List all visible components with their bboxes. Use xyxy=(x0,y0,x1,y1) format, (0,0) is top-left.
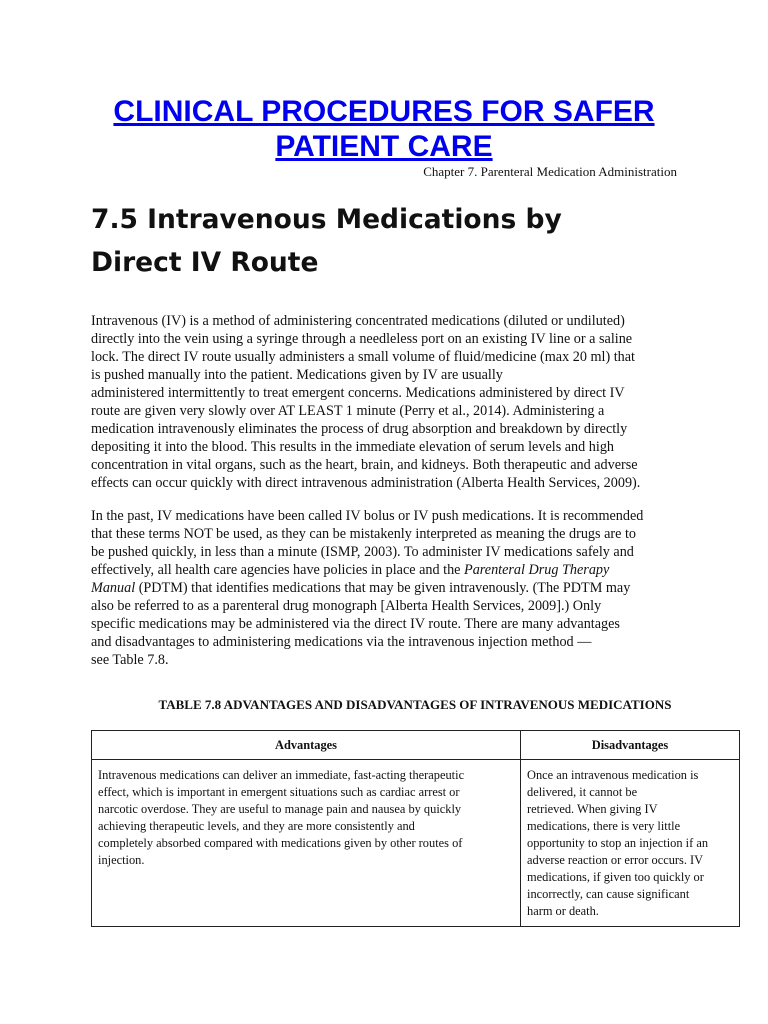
table-row xyxy=(92,760,740,927)
table-header-row xyxy=(92,731,740,760)
paragraph-text: effectively, all health care agencies have policies in place and the xyxy=(91,562,465,578)
cell-line: achieving therapeutic levels, and they are more consistently and xyxy=(98,819,415,833)
intro-paragraph xyxy=(91,312,691,492)
paragraph-line: lock. The direct IV route usually administers a small volume of fluid/medicine (max 20 ml) that xyxy=(91,349,635,365)
paragraph-line xyxy=(91,579,691,597)
cell-line: medications, if given too quickly or xyxy=(527,870,704,884)
cell-line: incorrectly, can cause significant xyxy=(527,887,690,901)
paragraph-line: administered intermittently to treat emergent concerns. Medications administered by direct IV xyxy=(91,385,625,401)
cell-line: completely absorbed compared with medications given by other routes of xyxy=(98,836,463,850)
book-title-line-2: PATIENT CARE xyxy=(275,130,493,163)
book-title-link[interactable] xyxy=(0,94,768,164)
cell-line: injection. xyxy=(98,853,145,867)
advantages-table xyxy=(91,730,740,927)
cell-line: delivered, it cannot be xyxy=(527,785,638,799)
cell-line: adverse reaction or error occurs. IV xyxy=(527,853,704,867)
paragraph-line: that these terms NOT be used, as they can be mistakenly interpreted as meaning the drugs are to xyxy=(91,526,636,542)
paragraph-line: depositing it into the blood. This results in the immediate elevation of serum levels and high xyxy=(91,439,615,455)
paragraph-line: route are given very slowly over AT LEAST 1 minute (Perry et al., 2014). Administering a xyxy=(91,403,605,419)
section-title xyxy=(91,198,691,284)
section-title-line-2: Direct IV Route xyxy=(91,247,319,278)
cell-line: opportunity to stop an injection if an xyxy=(527,836,709,850)
disadvantages-header: Disadvantages xyxy=(521,731,740,760)
paragraph-line: specific medications may be administered via the direct IV route. There are many advantages xyxy=(91,616,620,632)
paragraph-line: medication intravenously eliminates the process of drug absorption and breakdown by directly xyxy=(91,421,628,437)
pdtm-title-italic: Manual xyxy=(91,580,136,596)
cell-line: Once an intravenous medication is xyxy=(527,768,699,782)
disadvantages-cell xyxy=(521,760,740,927)
history-paragraph xyxy=(91,507,691,669)
paragraph-line: is pushed manually into the patient. Medications given by IV are usually xyxy=(91,367,503,383)
paragraph-line xyxy=(91,561,691,579)
paragraph-text: (PDTM) that identifies medications that may be given intravenously. (The PDTM may xyxy=(135,580,631,596)
paragraph-line: see Table 7.8. xyxy=(91,652,169,668)
paragraph-line: effects can occur quickly with direct intravenous administration (Alberta Health Services, 2009). xyxy=(91,475,641,491)
paragraph-line: directly into the vein using a syringe through a needleless port on an existing IV line or a saline xyxy=(91,331,633,347)
cell-line: Intravenous medications can deliver an immediate, fast-acting therapeutic xyxy=(98,768,465,782)
paragraph-line: Intravenous (IV) is a method of administering concentrated medications (diluted or undiluted) xyxy=(91,313,625,329)
cell-line: effect, which is important in emergent situations such as cardiac arrest or xyxy=(98,785,460,799)
cell-line: harm or death. xyxy=(527,904,599,918)
advantages-header: Advantages xyxy=(92,731,521,760)
paragraph-line: and disadvantages to administering medications via the intravenous injection method — xyxy=(91,634,592,650)
table-caption: TABLE 7.8 ADVANTAGES AND DISADVANTAGES OF INTRAVENOUS MEDICATIONS xyxy=(158,697,672,712)
paragraph-line: In the past, IV medications have been called IV bolus or IV push medications. It is recommended xyxy=(91,508,644,524)
chapter-label: Chapter 7. Parenteral Medication Administration xyxy=(423,164,677,179)
paragraph-line: concentration in vital organs, such as the heart, brain, and kidneys. Both therapeutic and adverse xyxy=(91,457,638,473)
advantages-cell xyxy=(92,760,521,927)
pdtm-title-italic: Parenteral Drug Therapy xyxy=(464,562,610,578)
book-title-line-1: CLINICAL PROCEDURES FOR SAFER xyxy=(113,95,655,128)
paragraph-line: also be referred to as a parenteral drug monograph [Alberta Health Services, 2009].) Only xyxy=(91,598,602,614)
paragraph-line: be pushed quickly, in less than a minute (ISMP, 2003). To administer IV medications safely and xyxy=(91,544,634,560)
cell-line: medications, there is very little xyxy=(527,819,681,833)
cell-line: narcotic overdose. They are useful to manage pain and nausea by quickly xyxy=(98,802,462,816)
section-title-line-1: 7.5 Intravenous Medications by xyxy=(91,204,562,235)
cell-line: retrieved. When giving IV xyxy=(527,802,658,816)
